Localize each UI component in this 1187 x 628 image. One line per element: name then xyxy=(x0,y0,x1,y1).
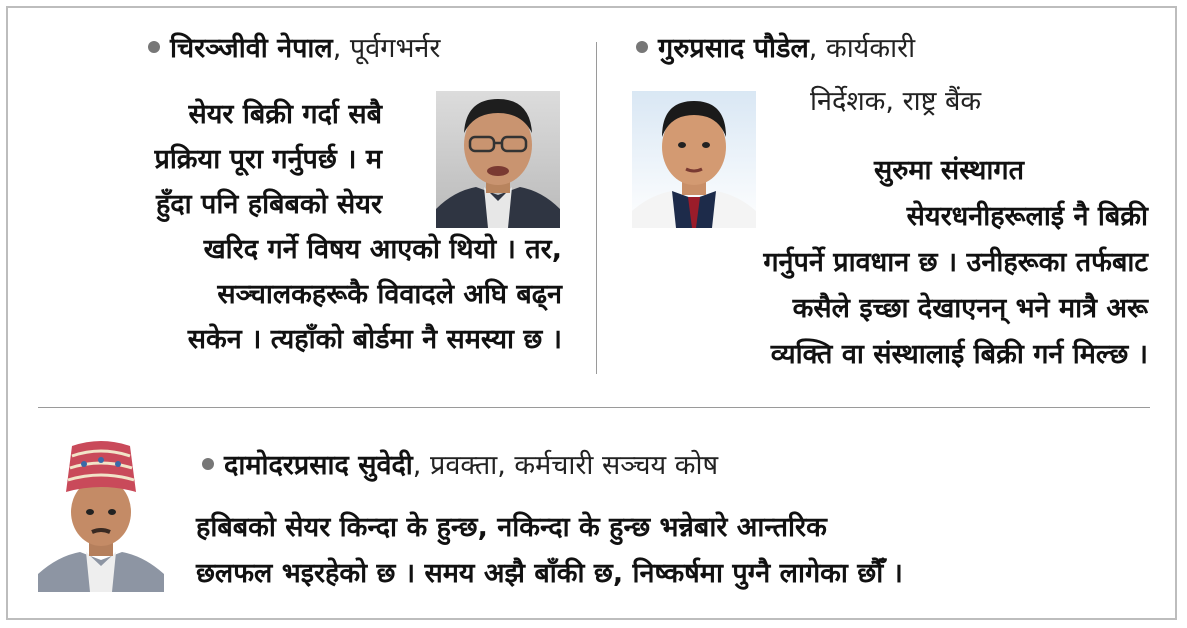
left-speaker-role: पूर्वगभर्नर xyxy=(349,33,441,64)
right-speaker-heading: गुरुप्रसाद पौडेल, कार्यकारी xyxy=(636,33,915,65)
right-speaker-role-cont: निर्देशक, राष्ट्र बैंक xyxy=(810,86,982,117)
quote-line: सेयरधनीहरूलाई नै बिक्री xyxy=(906,201,1148,232)
right-speaker-role: कार्यकारी xyxy=(825,33,916,64)
vertical-divider xyxy=(596,42,597,374)
bottom-speaker-name: दामोदरप्रसाद सुवेदी xyxy=(224,450,413,481)
left-speaker-name: चिरञ्जीवी नेपाल xyxy=(170,33,333,64)
right-speaker-name: गुरुप्रसाद पौडेल xyxy=(658,33,809,64)
bottom-speaker-heading: दामोदरप्रसाद सुवेदी, प्रवक्ता, कर्मचारी सञ्चय कोष xyxy=(202,450,718,482)
horizontal-divider xyxy=(38,407,1150,408)
quote-line: हबिबको सेयर किन्दा के हुन्छ, नकिन्दा के हुन्छ भन्नेबारे आन्तरिक xyxy=(196,512,827,543)
left-quote xyxy=(56,92,562,362)
quote-line: सुरुमा संस्थागत xyxy=(874,155,1024,186)
quote-line: सञ्चालकहरूकै विवादले अघि बढ्न xyxy=(217,279,562,310)
bullet-icon xyxy=(148,41,160,53)
quote-line: कसैले इच्छा देखाएनन् भने मात्रै अरू xyxy=(792,293,1148,324)
bottom-quote xyxy=(196,505,1156,597)
quote-line: सेयर बिक्री गर्दा सबै xyxy=(188,99,382,130)
bottom-speaker-role: प्रवक्ता, कर्मचारी सञ्चय कोष xyxy=(429,450,719,481)
quote-line: सकेन । त्यहाँको बोर्डमा नै समस्या छ । xyxy=(187,324,562,355)
quote-line: प्रक्रिया पूरा गर्नुपर्छ । म xyxy=(154,144,382,175)
left-speaker-heading: चिरञ्जीवी नेपाल, पूर्वगभर्नर xyxy=(148,33,440,65)
right-quote xyxy=(612,148,1148,378)
quote-line: व्यक्ति वा संस्थालाई बिक्री गर्न मिल्छ । xyxy=(770,339,1148,370)
quote-line: गर्नुपर्ने प्रावधान छ । उनीहरूका तर्फबाट xyxy=(763,247,1148,278)
quote-line: खरिद गर्ने विषय आएको थियो । तर, xyxy=(203,234,562,265)
bottom-speaker-photo xyxy=(38,436,164,592)
quote-line: हुँदा पनि हबिबको सेयर xyxy=(155,189,382,220)
quote-line: छलफल भइरहेको छ । समय अझै बाँकी छ, निष्कर्षमा पुग्नै लागेका छौँ । xyxy=(196,558,903,589)
bullet-icon xyxy=(636,41,648,53)
bullet-icon xyxy=(202,458,214,470)
